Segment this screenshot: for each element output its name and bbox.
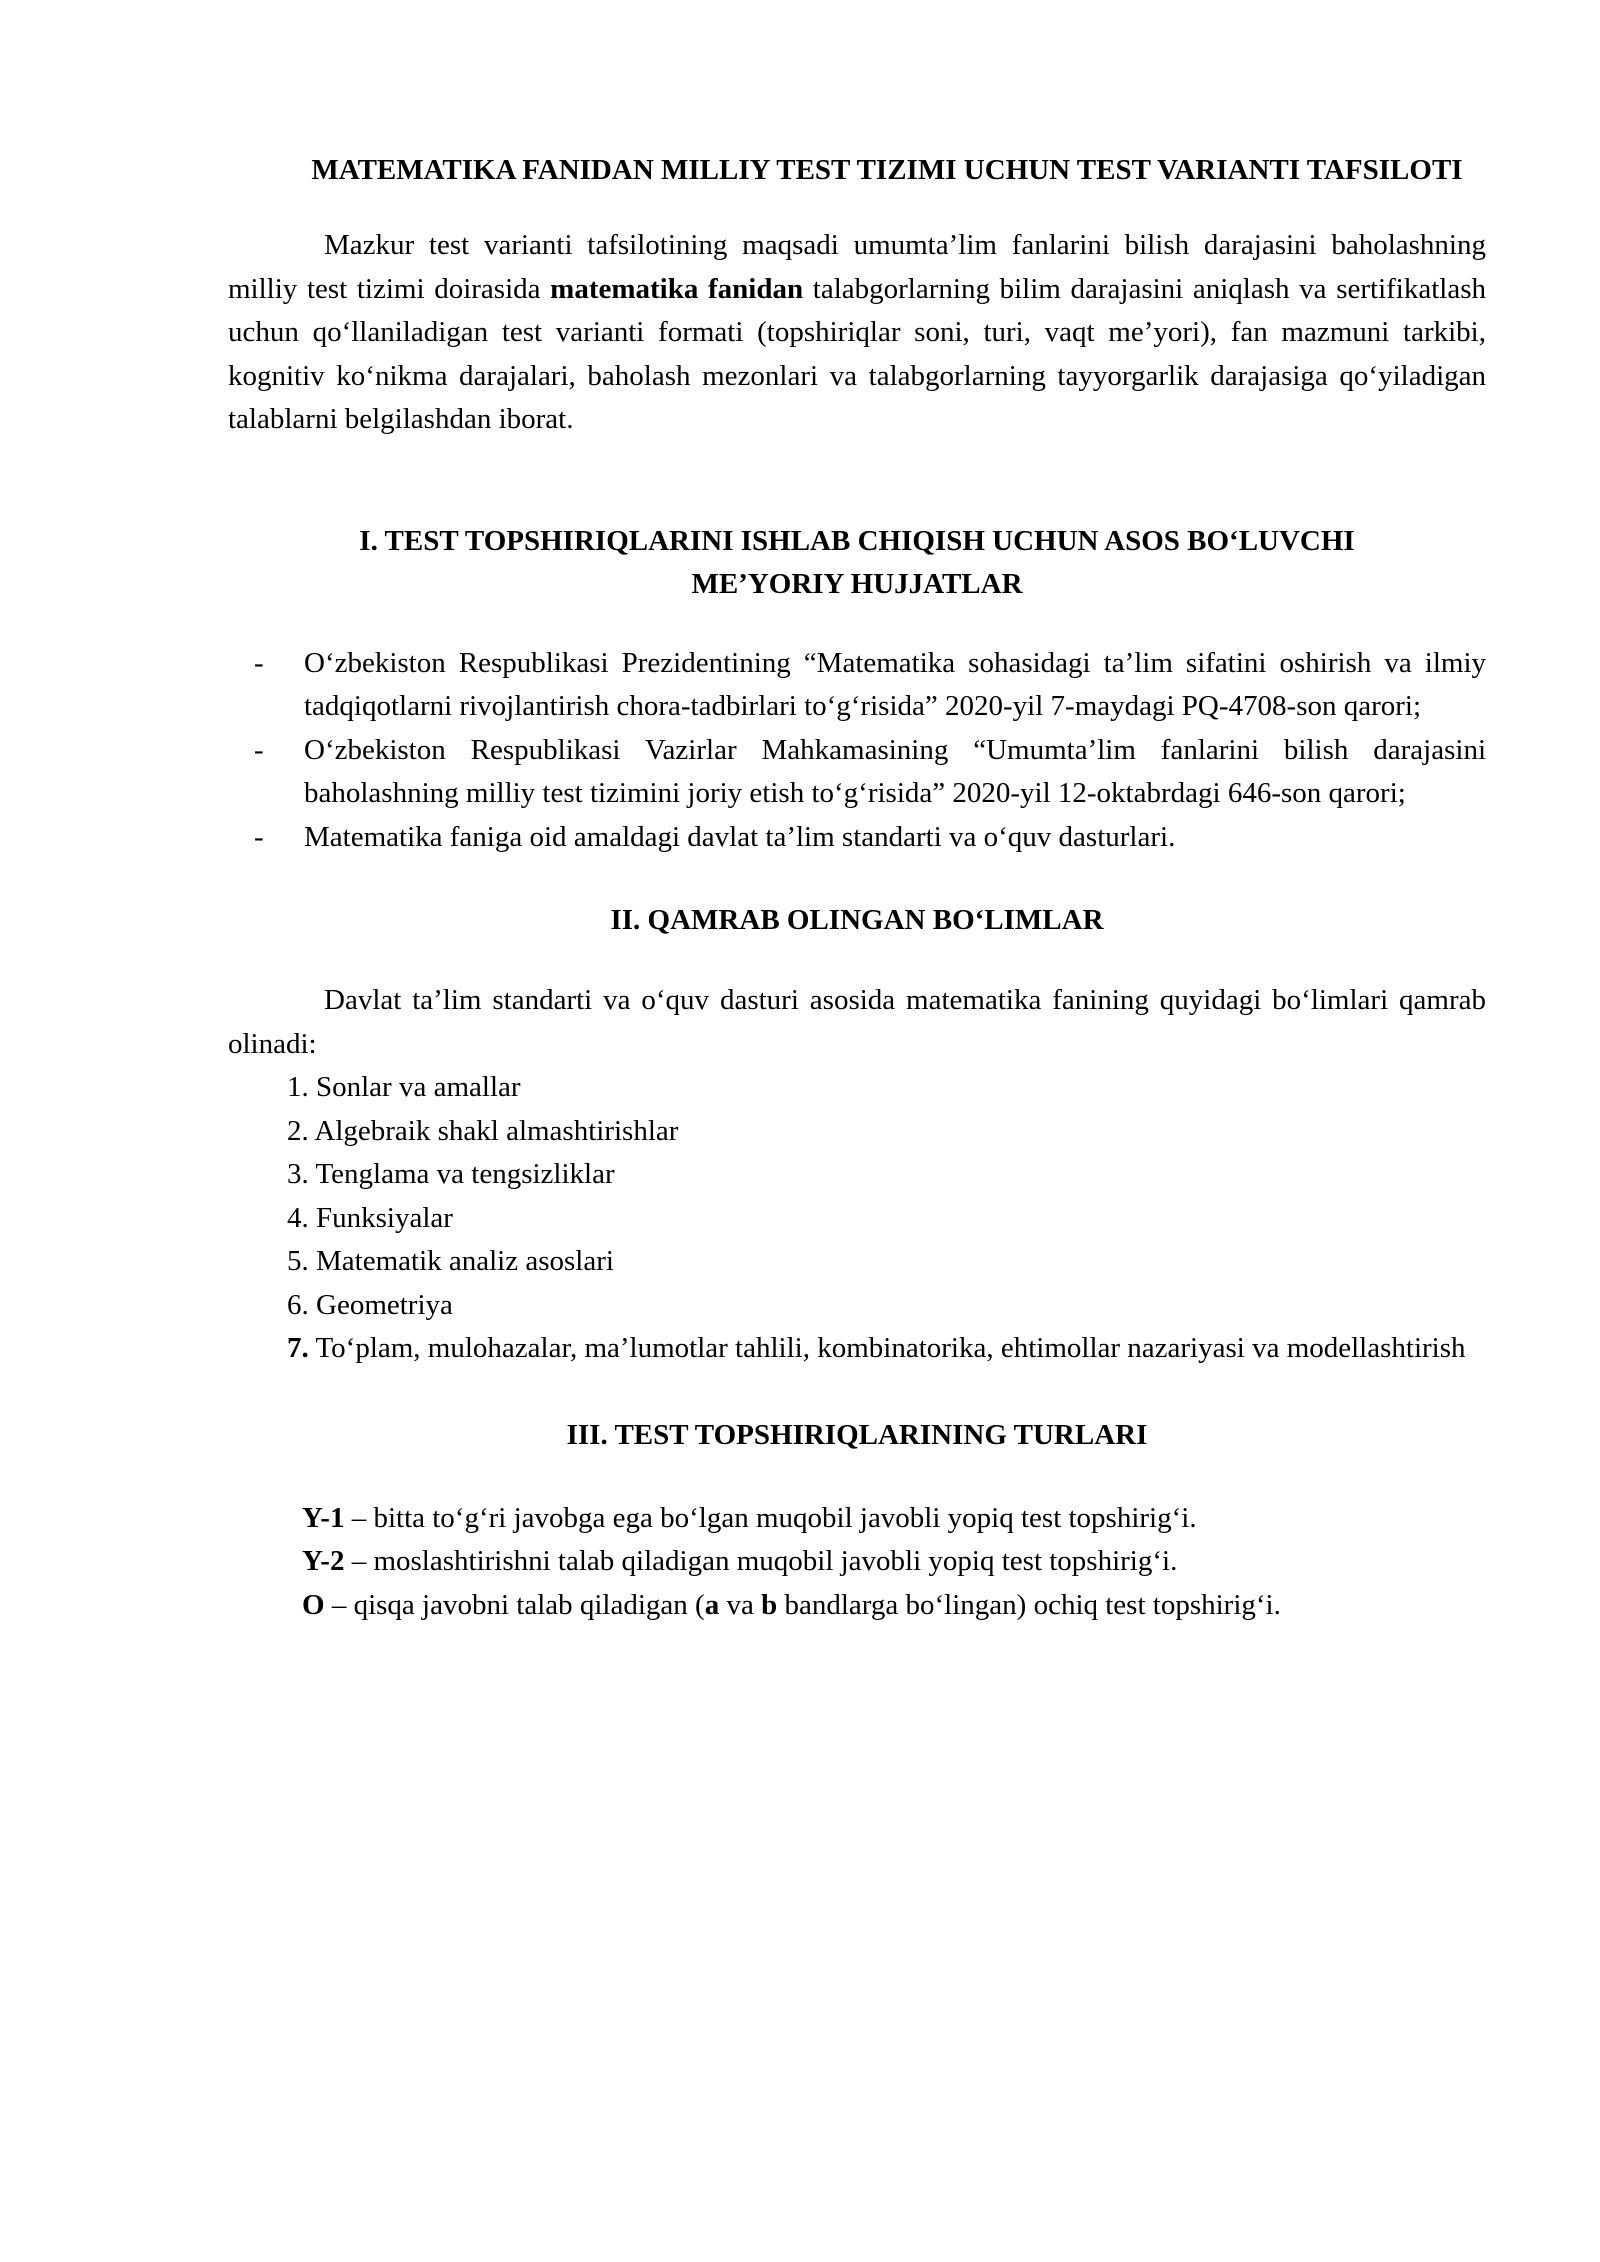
list-item: 2. Algebraik shakl almashtirishlar [287,1114,679,1147]
part-b-label: b [761,1588,778,1621]
list-item-number: 7. [287,1332,309,1364]
section-2-intro: Davlat ta’lim standarti va o‘quv dasturi asosida matematika fanining quyidagi bo‘limlari qamrab olinadi: [228,984,1486,1060]
covered-sections-list [228,1066,1486,1371]
list-item: 4. Funksiyalar [287,1201,453,1234]
document-page [228,150,1486,1627]
part-a-label: a [704,1588,720,1621]
task-types-list [228,1497,1486,1628]
list-item: 3. Tenglama va tengsizliklar [287,1158,615,1190]
list-item-text: O‘zbekiston Respublikasi Vazirlar Mahkamasining “Umumta’lim fanlarini bilish darajasini baholashning milliy test tizimini joriy etish to‘g‘risida” 2020-yil 12-oktabrdagi 646-son qarori; [304,733,1486,809]
intro-paragraph [228,224,1486,442]
task-type-code: Y-2 [302,1545,345,1577]
list-item-text: O‘zbekiston Respublikasi Prezidentining “Matematika sohasidagi ta’lim sifatini oshirish va ilmiy tadqiqotlarni rivojlantirish chora-tadbirlari to‘g‘risida” 2020-yil 7-maydagi PQ-4708-son qarori; [304,646,1486,722]
section-3-title: III. TEST TOPSHIRIQLARINING TURLARI [566,1418,1148,1451]
list-item-text: Matematika faniga oid amaldagi davlat ta’lim standarti va o‘quv dasturlari. [304,820,1176,853]
document-title: MATEMATIKA FANIDAN MILLIY TEST TIZIMI UCHUN TEST VARIANTI TAFSILOTI [311,154,1463,186]
task-type-item [228,1584,1486,1628]
section-1-title [228,520,1486,606]
dash-bullet: - [254,820,264,853]
list-item: 6. Geometriya [287,1288,453,1321]
intro-text-1: Mazkur test varianti tafsilotining maqsadi umumta’lim fanlarini bilish darajasini baholashning milliy test tizimi doirasida [228,229,1486,305]
section-1-title-line-2: ME’YORIY HUJJATLAR [691,567,1023,600]
task-type-text: va [719,1588,762,1621]
task-type-text: – moslashtirishni talab qiladigan muqobil javobli yopiq test topshirig‘i. [344,1545,1178,1577]
normative-documents-list [228,642,1486,860]
list-item [228,729,1486,816]
section-2-title: II. QAMRAB OLINGAN BO‘LIMLAR [610,904,1104,936]
list-item [228,1327,1486,1371]
task-type-item [228,1497,1486,1541]
dash-bullet: - [254,646,264,679]
task-type-item [228,1540,1486,1584]
list-item: 5. Matematik analiz asoslari [287,1245,614,1277]
task-type-text: bandlarga bo‘lingan) ochiq test topshirig‘i. [777,1588,1281,1621]
list-item: 1. Sonlar va amallar [287,1071,521,1103]
task-type-text: – bitta to‘g‘ri javobga ega bo‘lgan muqobil javobli yopiq test topshirig‘i. [344,1501,1197,1534]
list-item-text: To‘plam, mulohazalar, ma’lumotlar tahlili, kombinatorika, ehtimollar nazariyasi va modellashtirish [308,1332,1466,1364]
dash-bullet: - [254,733,264,766]
task-type-code: Y-1 [302,1501,345,1534]
list-item [228,642,1486,729]
intro-text-2: talabgorlarning bilim darajasini aniqlash va sertifikatlash uchun qo‘llaniladigan test varianti formati (topshiriqlar soni, turi, vaqt me’yori), fan mazmuni tarkibi, kognitiv ko‘nikma darajalari, baholash mezonlari va talabgorlarning tayyorgarlik darajasiga qo‘yiladigan talablarni belgilashdan iborat. [228,272,1487,435]
task-type-code: O [302,1588,325,1621]
task-type-text: – qisqa javobni talab qiladigan ( [324,1588,705,1621]
intro-bold-text: matematika fanidan [550,272,804,305]
section-1-title-line-1: I. TEST TOPSHIRIQLARINI ISHLAB CHIQISH UCHUN ASOS BO‘LUVCHI [359,524,1355,557]
list-item [228,816,1486,860]
